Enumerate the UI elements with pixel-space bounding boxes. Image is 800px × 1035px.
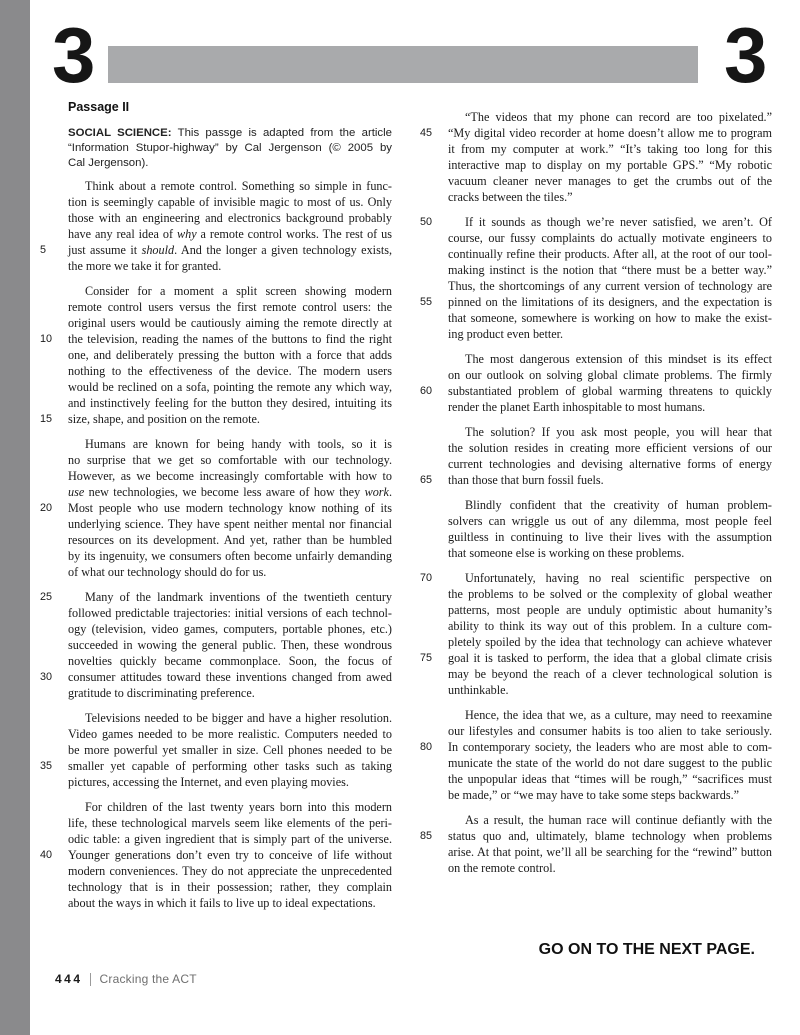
passage-line-text: the solution resides in creating more efficient versions of our bbox=[448, 441, 772, 455]
passage-line bbox=[68, 621, 392, 637]
passage-line-text: have any real idea of why a remote control works. The rest of us bbox=[68, 227, 392, 241]
passage-text-right-column bbox=[420, 109, 772, 876]
passage-line-text: render the planet Earth inhospitable to most humans. bbox=[448, 400, 706, 414]
passage-line bbox=[448, 351, 772, 367]
line-number: 60 bbox=[420, 385, 433, 397]
passage-line-text: Unfortunately, having no real scientific perspective on bbox=[465, 571, 772, 585]
passage-line bbox=[68, 452, 392, 468]
passage-line-text: substantiated problem of global warming threatens to quickly bbox=[448, 384, 772, 398]
passage-line-text: The solution? If you ask most people, you will hear that bbox=[465, 425, 772, 439]
passage-line-text: be made,” or “we may have to take some steps backwards.” bbox=[448, 788, 740, 802]
passage-paragraph bbox=[40, 178, 392, 274]
passage-line bbox=[448, 399, 772, 415]
passage-line bbox=[448, 602, 772, 618]
passage-line-text: The most dangerous extension of this mindset is its effect bbox=[465, 352, 772, 366]
passage-line-text: modern conveniences. They do not appreciate the unprecedented bbox=[68, 864, 392, 878]
passage-text-left-column bbox=[40, 178, 392, 911]
footer-divider bbox=[90, 973, 91, 986]
passage-line bbox=[420, 828, 772, 844]
passage-line-text: As a result, the human race will continue defiantly with the bbox=[465, 813, 772, 827]
intro-line: Cal Jergenson). bbox=[68, 157, 149, 169]
passage-line bbox=[420, 650, 772, 666]
passage-line-text: status quo and, ultimately, blame technology when problems bbox=[448, 829, 772, 843]
passage-line bbox=[448, 545, 772, 561]
passage-line-text: smaller yet capable of performing other tasks such as taking bbox=[68, 759, 392, 773]
passage-line bbox=[420, 570, 772, 586]
passage-line bbox=[68, 178, 392, 194]
passage-line-text: odic table: a given ingredient that is simply part of the universe. bbox=[68, 832, 392, 846]
passage-line-text: guiltless in continuing to live their lives with the assumption bbox=[448, 530, 772, 544]
passage-line bbox=[68, 685, 392, 701]
passage-paragraph bbox=[420, 707, 772, 803]
passage-line-text: vacuum cleaner never manages to get the crumbs out of the bbox=[448, 174, 772, 188]
passage-line bbox=[68, 799, 392, 815]
passage-line-text: pictures, accessing the Internet, and even playing movies. bbox=[68, 775, 349, 789]
passage-paragraph bbox=[40, 283, 392, 427]
passage-line bbox=[68, 710, 392, 726]
passage-line bbox=[448, 787, 772, 803]
passage-paragraph bbox=[420, 570, 772, 698]
passage-line bbox=[448, 440, 772, 456]
passage-line bbox=[40, 242, 392, 258]
passage-line bbox=[448, 109, 772, 125]
passage-line-text: underlying science. They have spent neither mental nor financial bbox=[68, 517, 392, 531]
passage-line-text: Many of the landmark inventions of the twentieth century bbox=[85, 590, 392, 604]
passage-line-text: Consider for a moment a split screen showing modern bbox=[85, 284, 392, 298]
passage-line-text: cracks between the tiles.” bbox=[448, 190, 573, 204]
passage-line-text: about the ways in which it fails to live up to ideal expectations. bbox=[68, 896, 376, 910]
passage-paragraph bbox=[448, 497, 772, 561]
passage-intro bbox=[40, 126, 392, 171]
right-column bbox=[420, 100, 772, 876]
line-number: 65 bbox=[420, 474, 433, 486]
go-on-instruction: GO ON TO THE NEXT PAGE. bbox=[538, 941, 755, 958]
passage-paragraph bbox=[420, 109, 772, 205]
passage-line bbox=[40, 500, 392, 516]
passage-line bbox=[68, 379, 392, 395]
passage-line-text: that someone else is working on these problems. bbox=[448, 546, 685, 560]
passage-line bbox=[68, 226, 392, 242]
passage-line-text: If it sounds as though we’re never satisfied, we aren’t. Of bbox=[465, 215, 772, 229]
passage-line bbox=[448, 513, 772, 529]
passage-line bbox=[68, 347, 392, 363]
passage-line bbox=[68, 516, 392, 532]
passage-line-text: than those that burn fossil fuels. bbox=[448, 473, 604, 487]
passage-line-text: be more powerful yet smaller in size. Cell phones needed to be bbox=[68, 743, 392, 757]
line-number: 70 bbox=[420, 572, 433, 584]
passage-line-text: the more we take it for granted. bbox=[68, 259, 222, 273]
passage-line bbox=[448, 173, 772, 189]
passage-paragraph bbox=[40, 589, 392, 701]
passage-line-text: and instinctively feeling for the button they desired, intuiting its bbox=[68, 396, 392, 410]
passage-line bbox=[448, 812, 772, 828]
passage-line-text: ogy (television, video games, computers, portable phones, etc.) bbox=[68, 622, 392, 636]
line-number: 5 bbox=[40, 244, 47, 256]
passage-line-text: municate the state of the world do not dare suggest to the public bbox=[448, 756, 772, 770]
section-number-right: 3 bbox=[724, 11, 766, 99]
header-bar bbox=[108, 46, 698, 83]
line-number: 50 bbox=[420, 216, 433, 228]
passage-line bbox=[68, 742, 392, 758]
passage-line bbox=[420, 472, 772, 488]
passage-paragraph bbox=[420, 214, 772, 342]
line-number: 55 bbox=[420, 296, 433, 308]
passage-line-text: on the remote control. bbox=[448, 861, 556, 875]
passage-line bbox=[68, 315, 392, 331]
passage-line-text: novelties quickly became commonplace. Soon, the focus of bbox=[68, 654, 392, 668]
passage-line-text: nothing to the effectiveness of the device. The modern users bbox=[68, 364, 392, 378]
passage-line bbox=[68, 258, 392, 274]
passage-line bbox=[40, 758, 392, 774]
passage-line bbox=[448, 424, 772, 440]
passage-line bbox=[68, 815, 392, 831]
passage-line bbox=[40, 847, 392, 863]
passage-line-text: Younger generations don’t even try to conceive of life without bbox=[68, 848, 392, 862]
passage-line bbox=[68, 299, 392, 315]
passage-line-text: on our outlook on solving global climate problems. The firmly bbox=[448, 368, 772, 382]
passage-line bbox=[68, 548, 392, 564]
passage-line-text: one, and deliberately pressing the button with a force that adds bbox=[68, 348, 392, 362]
passage-line-text: making instinct is the notion that “there must be a better way.” bbox=[448, 263, 772, 277]
passage-line-text: Most people who use modern technology know nothing of its bbox=[68, 501, 392, 515]
passage-line bbox=[40, 411, 392, 427]
line-number: 45 bbox=[420, 127, 433, 139]
passage-line-text: by its ingenuity, we consumers often become unfairly demanding bbox=[68, 549, 392, 563]
passage-line-text: patterns, most people are unduly optimistic about humanity’s bbox=[448, 603, 772, 617]
passage-line bbox=[420, 214, 772, 230]
passage-line-text: course, our fussy complaints do actually motivate engineers to bbox=[448, 231, 772, 245]
passage-line bbox=[68, 726, 392, 742]
passage-line bbox=[448, 666, 772, 682]
passage-line bbox=[448, 262, 772, 278]
passage-line-text: arise. At that point, we’ll all be searching for the “rewind” button bbox=[448, 845, 772, 859]
line-number: 15 bbox=[40, 413, 53, 425]
line-number: 40 bbox=[40, 849, 53, 861]
passage-line-text: interactive map to display on my portable GPS.” “My robotic bbox=[448, 158, 772, 172]
passage-line bbox=[68, 831, 392, 847]
passage-line-text: For children of the last twenty years born into this modern bbox=[85, 800, 392, 814]
passage-line bbox=[40, 589, 392, 605]
passage-line-text: it from my computer at work.” “It’s taking too long for this bbox=[448, 142, 772, 156]
passage-line bbox=[68, 774, 392, 790]
passage-line-text: Video games needed to be more realistic. Computers needed to bbox=[68, 727, 392, 741]
passage-line bbox=[68, 863, 392, 879]
passage-line bbox=[68, 436, 392, 452]
passage-line-text: pinned on the limitations of its designers, and the expectation is bbox=[448, 295, 772, 309]
passage-line bbox=[68, 605, 392, 621]
passage-line-text: just assume it should. And the longer a given technology exists, bbox=[68, 243, 392, 257]
passage-line-text: “The videos that my phone can record are too pixelated.” bbox=[465, 110, 772, 124]
passage-line bbox=[448, 230, 772, 246]
passage-line-text: those with an engineering and electronics background probably bbox=[68, 211, 392, 225]
passage-line-text: technology that is in their possession; rather, they complain bbox=[68, 880, 392, 894]
passage-line-text: goal it is tasked to perform, the idea that a global climate crisis bbox=[448, 651, 772, 665]
passage-line bbox=[68, 484, 392, 500]
intro-line: “Information Stupor-highway” by Cal Jergenson (© 2005 by bbox=[68, 142, 392, 154]
passage-line-text: use new technologies, we become less aware of how they work. bbox=[68, 485, 392, 499]
passage-line-text: In contemporary society, the leaders who are most able to com- bbox=[448, 740, 772, 754]
line-number: 35 bbox=[40, 760, 53, 772]
passage-line-text: that someone, somewhere is working on how to make the exist- bbox=[448, 311, 772, 325]
passage-line bbox=[448, 682, 772, 698]
passage-line bbox=[420, 125, 772, 141]
passage-line bbox=[68, 210, 392, 226]
passage-line-text: the television, reading the names of the buttons to find the right bbox=[68, 332, 392, 346]
intro-line: SOCIAL SCIENCE: This passge is adapted from the article bbox=[68, 127, 392, 139]
line-number: 10 bbox=[40, 333, 53, 345]
passage-line-text: Think about a remote control. Something so simple in func- bbox=[85, 179, 392, 193]
passage-line-text: Blindly confident that the creativity of human problem- bbox=[465, 498, 772, 512]
passage-line bbox=[448, 618, 772, 634]
passage-line bbox=[40, 331, 392, 347]
passage-paragraph bbox=[40, 436, 392, 580]
passage-line-text: However, as we become increasingly comfortable with how to bbox=[68, 469, 392, 483]
passage-line-text: unthinkable. bbox=[448, 683, 509, 697]
passage-line bbox=[448, 157, 772, 173]
passage-line-text: Hence, the idea that we, as a culture, may need to reexamine bbox=[465, 708, 772, 722]
page-number: 444 bbox=[55, 972, 83, 986]
left-edge-strip bbox=[0, 0, 30, 1035]
passage-line-text: the unpopular ideas that “times will be rough,” “sacrifices must bbox=[448, 772, 772, 786]
passage-line bbox=[68, 637, 392, 653]
passage-line bbox=[68, 194, 392, 210]
line-number: 25 bbox=[40, 591, 53, 603]
passage-line-text: pletely spoiled by the idea that technology can achieve whatever bbox=[448, 635, 772, 649]
passage-line-text: continually refine their products. After all, at the root of our tool- bbox=[448, 247, 772, 261]
passage-line-text: of what our technology should do for us. bbox=[68, 565, 267, 579]
passage-line-text: current technologies and devising alternative forms of energy bbox=[448, 457, 772, 471]
passage-line-text: resources on its development. And yet, rather than be humbled bbox=[68, 533, 392, 547]
section-number-left: 3 bbox=[52, 11, 94, 99]
passage-paragraph bbox=[40, 710, 392, 790]
passage-line bbox=[448, 707, 772, 723]
passage-line-text: original users would be cautiously aiming the remote directly at bbox=[68, 316, 392, 330]
passage-line bbox=[68, 283, 392, 299]
passage-paragraph bbox=[420, 351, 772, 415]
passage-line-text: ability to think its way out of this problem. In a culture com- bbox=[448, 619, 772, 633]
passage-line-text: gratitude to discriminating preference. bbox=[68, 686, 255, 700]
line-number: 75 bbox=[420, 652, 433, 664]
line-number: 80 bbox=[420, 741, 433, 753]
passage-line-text: would be reclined on a sofa, pointing the remote any which way, bbox=[68, 380, 392, 394]
book-title: Cracking the ACT bbox=[99, 972, 197, 986]
passage-line bbox=[448, 189, 772, 205]
passage-line bbox=[448, 723, 772, 739]
passage-line bbox=[448, 529, 772, 545]
passage-line bbox=[448, 278, 772, 294]
passage-line bbox=[448, 497, 772, 513]
passage-line-text: the problems to be solved or the complexity of global weather bbox=[448, 587, 772, 601]
passage-line bbox=[68, 363, 392, 379]
passage-line-text: “My digital video recorder at home doesn’t allow me to program bbox=[448, 126, 772, 140]
passage-line bbox=[68, 395, 392, 411]
line-number: 85 bbox=[420, 830, 433, 842]
passage-line-text: size, shape, and position on the remote. bbox=[68, 412, 260, 426]
passage-line-text: followed predictable trajectories: initial versions of each technol- bbox=[68, 606, 392, 620]
left-column bbox=[40, 100, 392, 911]
passage-line-text: succeeded in wowing the general public. Then, these wondrous bbox=[68, 638, 392, 652]
passage-line-text: life, these technological marvels seem like elements of the peri- bbox=[68, 816, 392, 830]
passage-line bbox=[448, 456, 772, 472]
passage-line bbox=[68, 532, 392, 548]
passage-line-text: no surprise that we get so comfortable with our technology. bbox=[68, 453, 392, 467]
passage-line bbox=[420, 294, 772, 310]
passage-line-text: solvers can wriggle us out of any dilemma, most people feel bbox=[448, 514, 772, 528]
passage-line bbox=[448, 310, 772, 326]
passage-line-text: ing product even better. bbox=[448, 327, 564, 341]
passage-line bbox=[68, 564, 392, 580]
passage-line-text: tion is seemingly capable of invisible magic to most of us. Only bbox=[68, 195, 392, 209]
page-footer bbox=[55, 972, 197, 986]
passage-line bbox=[68, 653, 392, 669]
passage-paragraph bbox=[40, 799, 392, 911]
passage-line bbox=[420, 383, 772, 399]
passage-line-text: Humans are known for being handy with tools, so it is bbox=[85, 437, 392, 451]
line-number: 30 bbox=[40, 671, 53, 683]
passage-line bbox=[68, 879, 392, 895]
passage-line bbox=[448, 367, 772, 383]
passage-paragraph bbox=[420, 812, 772, 876]
passage-line bbox=[448, 246, 772, 262]
passage-line bbox=[448, 771, 772, 787]
passage-line bbox=[420, 739, 772, 755]
passage-line bbox=[68, 895, 392, 911]
passage-line bbox=[448, 586, 772, 602]
passage-line-text: Thus, the shortcomings of any current version of technology are bbox=[448, 279, 772, 293]
passage-line bbox=[448, 844, 772, 860]
passage-paragraph bbox=[420, 424, 772, 488]
passage-line bbox=[448, 860, 772, 876]
passage-line-text: consumer attitudes toward these inventions changed from awed bbox=[68, 670, 392, 684]
passage-label: Passage II bbox=[68, 100, 130, 114]
passage-line-text: our lifestyles and consumer habits is too alien to take seriously. bbox=[448, 724, 772, 738]
passage-line-text: remote control users versus the first remote control users: the bbox=[68, 300, 392, 314]
passage-line-text: Televisions needed to be bigger and have a higher resolution. bbox=[85, 711, 392, 725]
passage-line bbox=[448, 141, 772, 157]
passage-line bbox=[448, 755, 772, 771]
passage-line bbox=[68, 468, 392, 484]
passage-line-text: may be beyond the reach of a clever technological solution is bbox=[448, 667, 772, 681]
line-number: 20 bbox=[40, 502, 53, 514]
passage-line bbox=[448, 634, 772, 650]
passage-line bbox=[448, 326, 772, 342]
passage-line bbox=[40, 669, 392, 685]
